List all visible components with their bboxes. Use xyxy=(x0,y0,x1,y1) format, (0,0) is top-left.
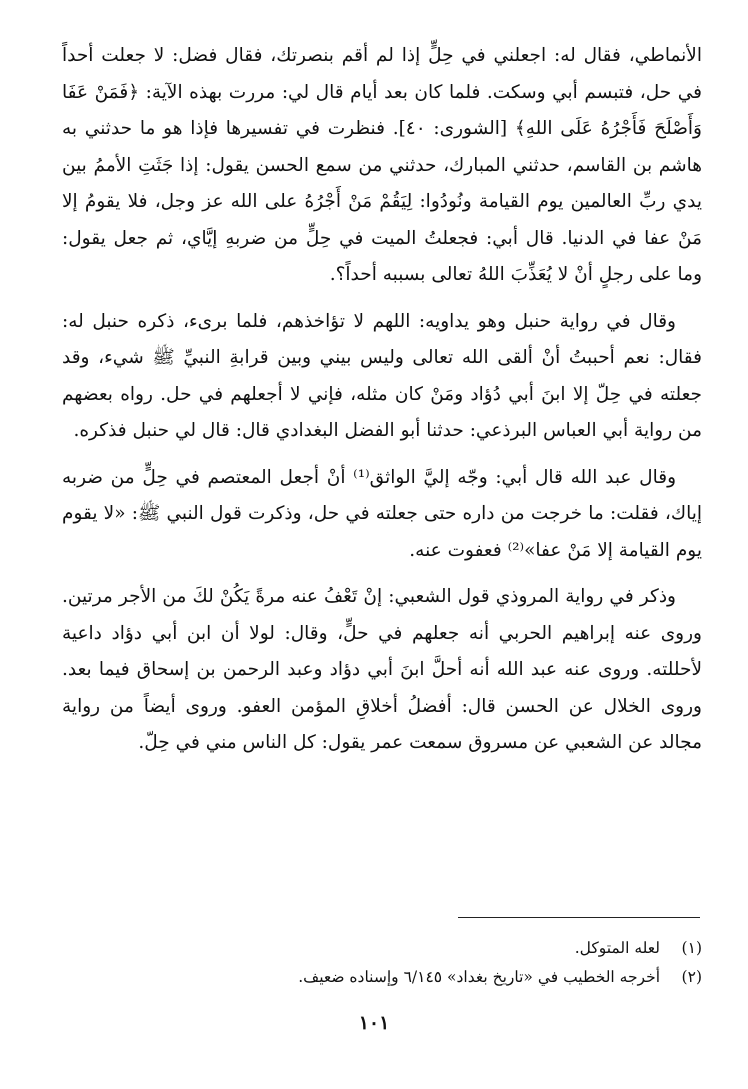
footnote-text: لعله المتوكل. xyxy=(574,939,660,957)
main-text xyxy=(62,38,702,772)
paragraph-3: وقال عبد الله قال أبي: وجّه إليَّ الواثق⁽¹⁾ أنْ أجعل المعتصم في حِلٍّ من ضربه إياك، فقلت: ما خرجت من داره حتى جعلته في حل، وذكرت قول النبي ﷺ: «لا يقوم يوم القيامة إلا مَنْ عفا»⁽²⁾ فعفوت عنه. xyxy=(62,466,702,561)
paragraph-4: وذكر في رواية المروذي قول الشعبي: إنْ تَعْفُ عنه مرةً يَكُنْ لكَ من الأجر مرتين. وروى عنه إبراهيم الحربي أنه جعلهم في حلٍّ، وقال: لولا أن ابن أبي دؤاد داعية لأحللته. وروى عنه عبد الله أنه أحلَّ ابنَ أبي دؤاد وعبد الرحمن بن إسحاق فيما بعد. وروى الخلال عن الحسن قال: أفضلُ أخلاقِ المؤمن العفو. وروى أيضاً من رواية مجالد عن الشعبي عن مسروق سمعت عمر يقول: كل الناس مني في حِلّ. xyxy=(62,586,702,753)
page-number: ١٠١ xyxy=(358,1012,390,1034)
footnote-1 xyxy=(62,934,702,963)
footnote-text: أخرجه الخطيب في «تاريخ بغداد» ٦/١٤٥ وإسناده ضعيف. xyxy=(298,968,660,986)
footnotes xyxy=(62,934,702,992)
footnote-divider xyxy=(458,917,700,918)
footnote-number: (٢) xyxy=(681,968,702,986)
footnote-number: (١) xyxy=(681,939,702,957)
paragraph-2: وقال في رواية حنبل وهو يداويه: اللهم لا تؤاخذهم، فلما برىء، ذكره حنبل له: فقال: نعم أحببتُ أنْ ألقى الله تعالى وليس بيني وبين قرابةِ النبيِّ ﷺ شيء، وقد جعلته في حِلّ إلا ابنَ أبي دُؤاد ومَنْ كان مثله، فإني لا أجعلهم في حل. رواه بعضهم من رواية أبي العباس البرذعي: حدثنا أبو الفضل البغدادي قال: قال لي حنبل فذكره. xyxy=(62,310,702,441)
footnote-2 xyxy=(62,963,702,992)
paragraph-1: الأنماطي، فقال له: اجعلني في حِلٍّ إذا لم أقم بنصرتك، فقال فضل: لا جعلت أحداً في حل، فتبسم أبي وسكت. فلما كان بعد أيام قال لي: مررت بهذه الآية: ﴿فَمَنْ عَفَا وَأَصْلَحَ فَأَجْرُهُ عَلَى اللهِ﴾ [الشورى: ٤٠]. فنظرت في تفسيرها فإذا هو ما حدثني به هاشم بن القاسم، حدثني المبارك، حدثني من سمع الحسن يقول: إذا جَثَتِ الأممُ بين يدي ربِّ العالمين يوم القيامة ونُودُوا: لِيَقُمْ مَنْ أَجْرُهُ على الله عز وجل، فلا يقومُ إلا مَنْ عفا في الدنيا. قال أبي: فجعلتُ الميت في حِلٍّ من ضربهِ إيَّاي، ثم جعل يقول: وما على رجلٍ أنْ لا يُعَذِّبَ اللهُ تعالى بسببه أحداً؟. xyxy=(62,45,702,285)
